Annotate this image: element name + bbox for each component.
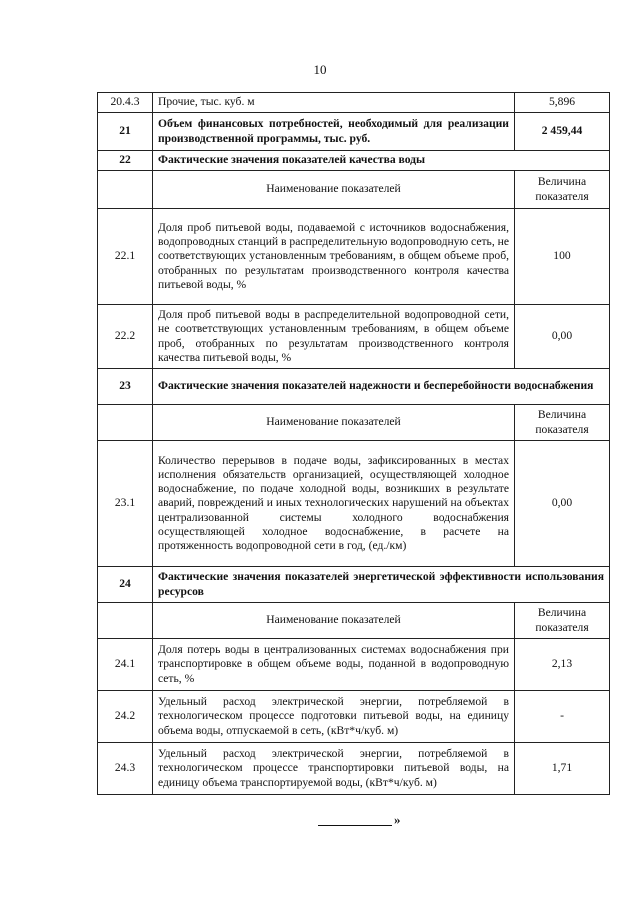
table-row — [98, 441, 610, 567]
section-title: Фактические значения показателей энергетической эффективности использования ресурсов — [153, 567, 610, 603]
row-value: 0,00 — [515, 305, 610, 369]
table-row — [98, 305, 610, 369]
section-title: Фактические значения показателей качества воды — [153, 151, 610, 171]
row-text: Доля потерь воды в централизованных системах водоснабжения при транспортировке в общем объеме воды, поданной в водопроводную сеть, % — [153, 639, 515, 691]
column-header-value: Величина показателя — [515, 405, 610, 441]
table-row — [98, 639, 610, 691]
table-row — [98, 743, 610, 795]
column-header-name: Наименование показателей — [153, 405, 515, 441]
row-value: 100 — [515, 209, 610, 305]
row-text: Объем финансовых потребностей, необходимый для реализации производственной программы, тыс. руб. — [153, 113, 515, 151]
row-value: 0,00 — [515, 441, 610, 567]
row-number: 22.1 — [98, 209, 153, 305]
row-text: Удельный расход электрической энергии, потребляемой в технологическом процессе транспортировки питьевой воды, на единицу объема транспортируемой воды, (кВт*ч/куб. м) — [153, 743, 515, 795]
section-header-row — [98, 567, 610, 603]
row-number: 24.1 — [98, 639, 153, 691]
row-value: 5,896 — [515, 93, 610, 113]
row-value: 2 459,44 — [515, 113, 610, 151]
closing-quote: » — [394, 812, 401, 827]
empty-cell — [98, 171, 153, 209]
column-header-value: Величина показателя — [515, 603, 610, 639]
section-header-row — [98, 151, 610, 171]
section-number: 24 — [98, 567, 153, 603]
row-number: 24.2 — [98, 691, 153, 743]
subheader-row — [98, 171, 610, 209]
row-number: 23.1 — [98, 441, 153, 567]
page-number: 10 — [313, 62, 327, 77]
subheader-row — [98, 405, 610, 441]
row-text: Доля проб питьевой воды, подаваемой с источников водоснабжения, водопроводных станций в распределительную водопроводную сеть, не соответствующих установленным требованиям, в общем объеме проб, отобранных по результатам производственного контроля качества питьевой воды, % — [153, 209, 515, 305]
row-value: 2,13 — [515, 639, 610, 691]
row-text: Прочие, тыс. куб. м — [153, 93, 515, 113]
closing-mark — [318, 812, 401, 828]
empty-cell — [98, 405, 153, 441]
section-number: 23 — [98, 369, 153, 405]
column-header-name: Наименование показателей — [153, 171, 515, 209]
row-text: Количество перерывов в подаче воды, зафиксированных в местах исполнения обязательств организацией, осуществляющей холодное водоснабжение, по подаче холодной воды, возникших в результате аварий, повреждений и иных технологических нарушений на объектах централизованной системы холодного водоснабжения осуществляющей холодное водоснабжение, в расчете на протяженность водопроводной сети в год, (ед./км) — [153, 441, 515, 567]
subheader-row — [98, 603, 610, 639]
empty-cell — [98, 603, 153, 639]
column-header-value: Величина показателя — [515, 171, 610, 209]
section-title: Фактические значения показателей надежности и бесперебойности водоснабжения — [153, 369, 610, 405]
section-header-row — [98, 369, 610, 405]
table-row — [98, 93, 610, 113]
row-value: - — [515, 691, 610, 743]
signature-line — [318, 825, 392, 826]
row-text: Удельный расход электрической энергии, потребляемой в технологическом процессе подготовки питьевой воды, на единицу объема воды, отпускаемой в сеть, (кВт*ч/куб. м) — [153, 691, 515, 743]
row-number: 24.3 — [98, 743, 153, 795]
table-row — [98, 691, 610, 743]
row-number: 22.2 — [98, 305, 153, 369]
table-row — [98, 209, 610, 305]
row-number: 20.4.3 — [98, 93, 153, 113]
row-value: 1,71 — [515, 743, 610, 795]
row-number: 21 — [98, 113, 153, 151]
column-header-name: Наименование показателей — [153, 603, 515, 639]
table-row — [98, 113, 610, 151]
indicators-table — [97, 92, 610, 795]
section-number: 22 — [98, 151, 153, 171]
row-text: Доля проб питьевой воды в распределительной водопроводной сети, не соответствующих установленным требованиям, в общем объеме проб, отобранных по результатам производственного контроля качества питьевой воды, % — [153, 305, 515, 369]
